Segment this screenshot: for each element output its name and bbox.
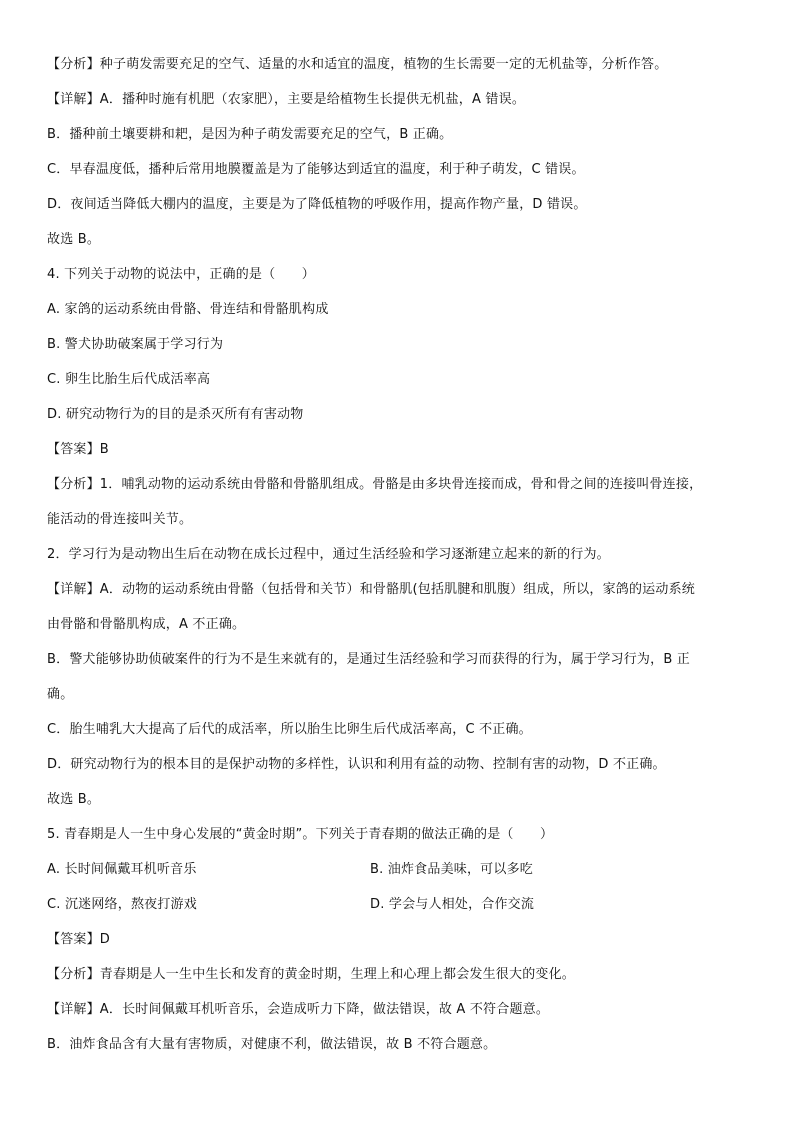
q4-option-b: B. 警犬协助破案属于学习行为 <box>47 337 224 352</box>
q3-analysis: 【分析】种子萌发需要充足的空气、适量的水和适宜的温度，植物的生长需要一定的无机盐等，分析作答。 <box>47 57 668 72</box>
q4-answer: 【答案】B <box>47 442 109 457</box>
q5-stem: 5. 青春期是人一生中身心发展的“黄金时期”。下列关于青春期的做法正确的是（ ） <box>47 827 554 842</box>
q5-detail-b: B．油炸食品含有大量有害物质，对健康不利，做法错误，故 B 不符合题意。 <box>47 1037 497 1052</box>
q3-detail-a: 【详解】A．播种时施有机肥（农家肥），主要是给植物生长提供无机盐，A 错误。 <box>47 92 526 107</box>
q4-option-d: D. 研究动物行为的目的是杀灭所有有害动物 <box>47 407 304 422</box>
q5-option-c: C. 沉迷网络，熬夜打游戏 <box>47 897 197 912</box>
q5-analysis: 【分析】青春期是人一生中生长和发育的黄金时期，生理上和心理上都会发生很大的变化。 <box>47 967 576 982</box>
q4-analysis-1b: 能活动的骨连接叫关节。 <box>47 512 193 527</box>
q4-detail-d: D．研究动物行为的根本目的是保护动物的多样性，认识和利用有益的动物、控制有害的动物，D 不正确。 <box>47 757 666 772</box>
q4-detail-b2: 确。 <box>47 687 74 702</box>
q4-option-c: C. 卵生比胎生后代成活率高 <box>47 372 211 387</box>
q4-conclusion: 故选 B。 <box>47 792 101 807</box>
q4-detail-a1: 【详解】A．动物的运动系统由骨骼（包括骨和关节）和骨骼肌(包括肌腱和肌腹）组成，所以，家鸽的运动系统 <box>47 582 695 597</box>
q3-conclusion: 故选 B。 <box>47 232 101 247</box>
q4-analysis-1a: 【分析】1．哺乳动物的运动系统由骨骼和骨骼肌组成。骨骼是由多块骨连接而成，骨和骨之间的连接叫骨连接， <box>47 477 703 492</box>
q4-detail-c: C．胎生哺乳大大提高了后代的成活率，所以胎生比卵生后代成活率高，C 不正确。 <box>47 722 532 737</box>
q4-detail-a2: 由骨骼和骨骼肌构成，A 不正确。 <box>47 617 246 632</box>
q5-option-d: D. 学会与人相处，合作交流 <box>370 897 535 912</box>
q5-option-a: A. 长时间佩戴耳机听音乐 <box>47 862 197 877</box>
q3-detail-d: D．夜间适当降低大棚内的温度，主要是为了降低植物的呼吸作用，提高作物产量，D 错误。 <box>47 197 587 212</box>
q5-option-b: B. 油炸食品美味，可以多吃 <box>370 862 533 877</box>
q4-detail-b1: B．警犬能够协助侦破案件的行为不是生来就有的，是通过生活经验和学习而获得的行为，属于学习行为，B 正 <box>47 652 690 667</box>
q4-stem: 4. 下列关于动物的说法中，正确的是（ ） <box>47 267 315 282</box>
q3-detail-c: C．早春温度低，播种后常用地膜覆盖是为了能够达到适宜的温度，利于种子萌发，C 错误。 <box>47 162 585 177</box>
q3-detail-b: B．播种前土壤要耕和耙，是因为种子萌发需要充足的空气，B 正确。 <box>47 127 453 142</box>
q5-answer: 【答案】D <box>47 932 111 947</box>
q5-detail-a: 【详解】A．长时间佩戴耳机听音乐，会造成听力下降，做法错误，故 A 不符合题意。 <box>47 1002 550 1017</box>
q4-option-a: A. 家鸽的运动系统由骨骼、骨连结和骨骼肌构成 <box>47 302 329 317</box>
q4-analysis-2: 2．学习行为是动物出生后在动物在成长过程中，通过生活经验和学习逐渐建立起来的新的行为。 <box>47 547 610 562</box>
